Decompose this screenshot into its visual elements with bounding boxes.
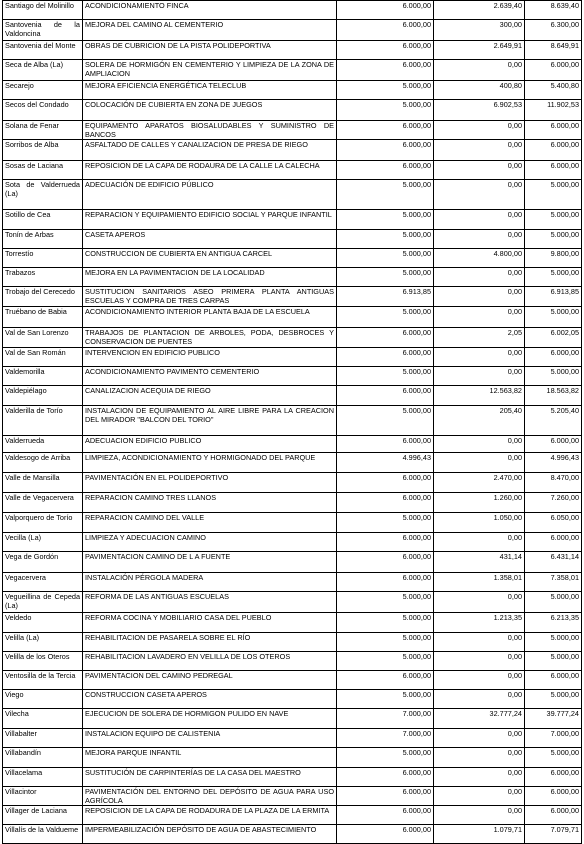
- total-amount-cell: 7.260,00: [525, 493, 582, 513]
- subsidy-amount-cell: 5.000,00: [337, 180, 434, 210]
- table-row: [3, 367, 582, 386]
- subsidy-amount-cell: 4.996,43: [337, 453, 434, 473]
- total-amount-cell: 6.000,00: [525, 161, 582, 180]
- municipal-contribution-cell: 2.649,91: [434, 41, 525, 60]
- project-description-cell: CANALIZACION ACEQUIA DE RIEGO: [83, 386, 337, 406]
- project-description-cell: LIMPIEZA Y ADECUACION CAMINO: [83, 533, 337, 552]
- project-description-cell: COLOCACIÓN DE CUBIERTA EN ZONA DE JUEGOS: [83, 100, 337, 121]
- total-amount-cell: 6.000,00: [525, 671, 582, 690]
- municipal-contribution-cell: 400,80: [434, 81, 525, 100]
- project-description-cell: REFORMA COCINA Y MOBILIARIO CASA DEL PUEBLO: [83, 613, 337, 633]
- subsidy-amount-cell: 6.000,00: [337, 573, 434, 592]
- locality-cell: Seca de Alba (La): [3, 60, 83, 81]
- municipal-contribution-cell: 0,00: [434, 60, 525, 81]
- project-description-cell: PAVIMENTACION CAMINO DE L A FUENTE: [83, 552, 337, 573]
- subsidy-amount-cell: 5.000,00: [337, 210, 434, 230]
- table-row: [3, 613, 582, 633]
- project-description-cell: REPARACION CAMINO TRES LLANOS: [83, 493, 337, 513]
- table-row: [3, 690, 582, 709]
- project-description-cell: TRABAJOS DE PLANTACION DE ARBOLES, PODA, DESBROCES Y CONSERVACION DE PUENTES: [83, 328, 337, 348]
- municipal-contribution-cell: 0,00: [434, 592, 525, 613]
- locality-cell: Valle de Mansilla: [3, 473, 83, 493]
- municipal-contribution-cell: 205,40: [434, 406, 525, 436]
- total-amount-cell: 5.000,00: [525, 592, 582, 613]
- project-description-cell: ASFALTADO DE CALLES Y CANALIZACION DE PRESA DE RIEGO: [83, 140, 337, 161]
- table-body: [3, 1, 582, 844]
- subsidy-amount-cell: 6.000,00: [337, 386, 434, 406]
- locality-cell: Secarejo: [3, 81, 83, 100]
- project-description-cell: ADECUACION EDIFICIO PUBLICO: [83, 436, 337, 453]
- subsidy-amount-cell: 5.000,00: [337, 613, 434, 633]
- table-row: [3, 348, 582, 367]
- locality-cell: Val de San Lorenzo: [3, 328, 83, 348]
- total-amount-cell: 4.996,43: [525, 453, 582, 473]
- subsidy-amount-cell: 7.000,00: [337, 709, 434, 729]
- locality-cell: Villacelama: [3, 768, 83, 787]
- project-description-cell: SUSTITUCIÓN DE CARPINTERÍAS DE LA CASA DEL MAESTRO: [83, 768, 337, 787]
- table-row: [3, 100, 582, 121]
- project-description-cell: REFORMA DE LAS ANTIGUAS ESCUELAS: [83, 592, 337, 613]
- project-description-cell: INTERVENCION EN EDIFICIO PUBLICO: [83, 348, 337, 367]
- subsidy-amount-cell: 5.000,00: [337, 249, 434, 268]
- locality-cell: Velilla (La): [3, 633, 83, 652]
- total-amount-cell: 6.300,00: [525, 20, 582, 41]
- subsidy-amount-cell: 6.913,85: [337, 287, 434, 307]
- total-amount-cell: 8.470,00: [525, 473, 582, 493]
- subsidy-amount-cell: 5.000,00: [337, 367, 434, 386]
- municipal-contribution-cell: 0,00: [434, 230, 525, 249]
- locality-cell: Sosas de Laciana: [3, 161, 83, 180]
- locality-cell: Vega de Gordón: [3, 552, 83, 573]
- municipal-contribution-cell: 2.470,00: [434, 473, 525, 493]
- table-row: [3, 406, 582, 436]
- subsidy-amount-cell: 5.000,00: [337, 633, 434, 652]
- subsidy-amount-cell: 5.000,00: [337, 690, 434, 709]
- municipal-contribution-cell: 0,00: [434, 307, 525, 328]
- table-row: [3, 81, 582, 100]
- total-amount-cell: 7.000,00: [525, 729, 582, 748]
- table-row: [3, 768, 582, 787]
- locality-cell: Sotillo de Cea: [3, 210, 83, 230]
- municipal-contribution-cell: 0,00: [434, 633, 525, 652]
- table-row: [3, 1, 582, 20]
- locality-cell: Secos del Condado: [3, 100, 83, 121]
- locality-cell: Santovenia del Monte: [3, 41, 83, 60]
- municipal-contribution-cell: 1.079,71: [434, 825, 525, 844]
- municipal-contribution-cell: 300,00: [434, 20, 525, 41]
- subsidy-amount-cell: 6.000,00: [337, 787, 434, 806]
- locality-cell: Ventosilla de la Tercia: [3, 671, 83, 690]
- table-row: [3, 748, 582, 768]
- locality-cell: Viego: [3, 690, 83, 709]
- locality-cell: Val de San Román: [3, 348, 83, 367]
- subsidy-amount-cell: 6.000,00: [337, 140, 434, 161]
- municipal-contribution-cell: 2.639,40: [434, 1, 525, 20]
- total-amount-cell: 39.777,24: [525, 709, 582, 729]
- locality-cell: Vecilla (La): [3, 533, 83, 552]
- total-amount-cell: 5.000,00: [525, 652, 582, 671]
- table-row: [3, 230, 582, 249]
- subsidy-amount-cell: 6.000,00: [337, 552, 434, 573]
- project-description-cell: CASETA APEROS: [83, 230, 337, 249]
- municipal-contribution-cell: 0,00: [434, 729, 525, 748]
- locality-cell: Santovenia de la Valdoncina: [3, 20, 83, 41]
- municipal-contribution-cell: 0,00: [434, 436, 525, 453]
- locality-cell: Vegacervera: [3, 573, 83, 592]
- locality-cell: Villabandín: [3, 748, 83, 768]
- total-amount-cell: 6.000,00: [525, 140, 582, 161]
- subsidy-amount-cell: 5.000,00: [337, 652, 434, 671]
- subsidy-amount-cell: 6.000,00: [337, 671, 434, 690]
- locality-cell: Valle de Vegacervera: [3, 493, 83, 513]
- subsidy-amount-cell: 5.000,00: [337, 81, 434, 100]
- locality-cell: Trabazos: [3, 268, 83, 287]
- total-amount-cell: 9.800,00: [525, 249, 582, 268]
- total-amount-cell: 5.000,00: [525, 748, 582, 768]
- municipal-contribution-cell: 12.563,82: [434, 386, 525, 406]
- locality-cell: Villacintor: [3, 787, 83, 806]
- project-description-cell: PAVIMENTACIÓN DEL ENTORNO DEL DEPÓSITO DE AGUA PARA USO AGRÍCOLA: [83, 787, 337, 806]
- project-description-cell: MEJORA DEL CAMINO AL CEMENTERIO: [83, 20, 337, 41]
- table-row: [3, 825, 582, 844]
- project-description-cell: LIMPIEZA, ACONDICIONAMIENTO Y HORMIGONADO DEL PARQUE: [83, 453, 337, 473]
- locality-cell: Villabalter: [3, 729, 83, 748]
- subsidy-amount-cell: 5.000,00: [337, 406, 434, 436]
- project-description-cell: ADECUACIÓN DE EDIFICIO PÚBLICO: [83, 180, 337, 210]
- subsidy-amount-cell: 5.000,00: [337, 307, 434, 328]
- municipal-contribution-cell: 431,14: [434, 552, 525, 573]
- subsidy-amount-cell: 5.000,00: [337, 268, 434, 287]
- total-amount-cell: 7.358,01: [525, 573, 582, 592]
- project-description-cell: MEJORA EN LA PAVIMENTACION DE LA LOCALIDAD: [83, 268, 337, 287]
- project-description-cell: EQUIPAMENTO APARATOS BIOSALUDABLES Y SUMINISTRO DE BANCOS: [83, 121, 337, 140]
- subsidy-amount-cell: 6.000,00: [337, 768, 434, 787]
- project-description-cell: REHABILITACION LAVADERO EN VELILLA DE LOS OTEROS: [83, 652, 337, 671]
- table-row: [3, 573, 582, 592]
- subsidy-amount-cell: 6.000,00: [337, 348, 434, 367]
- locality-cell: Truébano de Babia: [3, 307, 83, 328]
- total-amount-cell: 5.400,80: [525, 81, 582, 100]
- project-description-cell: INSTALACIÓN PÉRGOLA MADERA: [83, 573, 337, 592]
- table-row: [3, 210, 582, 230]
- total-amount-cell: 6.000,00: [525, 60, 582, 81]
- table-row: [3, 592, 582, 613]
- locality-cell: Valporquero de Torío: [3, 513, 83, 533]
- total-amount-cell: 6.431,14: [525, 552, 582, 573]
- locality-cell: Valderrueda: [3, 436, 83, 453]
- municipal-contribution-cell: 0,00: [434, 652, 525, 671]
- locality-cell: Valdepiélago: [3, 386, 83, 406]
- municipal-contribution-cell: 0,00: [434, 533, 525, 552]
- total-amount-cell: 5.000,00: [525, 268, 582, 287]
- locality-cell: Sota de Valderrueda (La): [3, 180, 83, 210]
- municipal-contribution-cell: 0,00: [434, 671, 525, 690]
- municipal-contribution-cell: 0,00: [434, 367, 525, 386]
- table-row: [3, 328, 582, 348]
- table-row: [3, 60, 582, 81]
- municipal-contribution-cell: 6.902,53: [434, 100, 525, 121]
- table-row: [3, 633, 582, 652]
- project-description-cell: REPOSICION DE LA CAPA DE RODAURA DE LA CALLE LA CALECHA: [83, 161, 337, 180]
- total-amount-cell: 7.079,71: [525, 825, 582, 844]
- project-description-cell: REHABILITACION DE PASARELA SOBRE EL RÍO: [83, 633, 337, 652]
- locality-cell: Torrestío: [3, 249, 83, 268]
- subsidy-amount-cell: 6.000,00: [337, 20, 434, 41]
- table-row: [3, 787, 582, 806]
- table-row: [3, 20, 582, 41]
- table-row: [3, 453, 582, 473]
- municipal-contribution-cell: 0,00: [434, 287, 525, 307]
- total-amount-cell: 6.002,05: [525, 328, 582, 348]
- subsidy-amount-cell: 6.000,00: [337, 328, 434, 348]
- project-description-cell: INSTALACION DE EQUIPAMIENTO AL AIRE LIBRE PARA LA CREACION DEL MIRADOR "BALCON DEL TORIO": [83, 406, 337, 436]
- municipal-contribution-cell: 0,00: [434, 268, 525, 287]
- subsidy-amount-cell: 5.000,00: [337, 100, 434, 121]
- subsidy-amount-cell: 5.000,00: [337, 748, 434, 768]
- locality-cell: Sorribos de Alba: [3, 140, 83, 161]
- municipal-contribution-cell: 4.800,00: [434, 249, 525, 268]
- total-amount-cell: 6.000,00: [525, 436, 582, 453]
- total-amount-cell: 6.913,85: [525, 287, 582, 307]
- municipal-contribution-cell: 32.777,24: [434, 709, 525, 729]
- locality-cell: Valdesogo de Arriba: [3, 453, 83, 473]
- subsidy-amount-cell: 6.000,00: [337, 41, 434, 60]
- subsidy-amount-cell: 6.000,00: [337, 60, 434, 81]
- municipal-contribution-cell: 2,05: [434, 328, 525, 348]
- project-description-cell: EJECUCION DE SOLERA DE HORMIGON PULIDO EN NAVE: [83, 709, 337, 729]
- project-description-cell: PAVIMENTACION DEL CAMINO PEDREGAL: [83, 671, 337, 690]
- table-row: [3, 671, 582, 690]
- total-amount-cell: 18.563,82: [525, 386, 582, 406]
- table-row: [3, 249, 582, 268]
- subsidy-amount-cell: 7.000,00: [337, 729, 434, 748]
- table-row: [3, 436, 582, 453]
- municipal-contribution-cell: 0,00: [434, 453, 525, 473]
- project-description-cell: REPARACION Y EQUIPAMIENTO EDIFICIO SOCIAL Y PARQUE INFANTIL: [83, 210, 337, 230]
- municipal-contribution-cell: 1.260,00: [434, 493, 525, 513]
- locality-cell: Velilla de los Oteros: [3, 652, 83, 671]
- project-description-cell: REPARACION CAMINO DEL VALLE: [83, 513, 337, 533]
- table-row: [3, 806, 582, 825]
- locality-cell: Santiago del Molinillo: [3, 1, 83, 20]
- municipal-contribution-cell: 0,00: [434, 210, 525, 230]
- project-description-cell: ACONDICIONAMIENTO INTERIOR PLANTA BAJA DE LA ESCUELA: [83, 307, 337, 328]
- project-description-cell: MEJORA PARQUE INFANTIL: [83, 748, 337, 768]
- municipal-contribution-cell: 1.358,01: [434, 573, 525, 592]
- municipal-contribution-cell: 0,00: [434, 140, 525, 161]
- subsidy-amount-cell: 6.000,00: [337, 161, 434, 180]
- total-amount-cell: 6.000,00: [525, 768, 582, 787]
- subsidy-amount-cell: 6.000,00: [337, 806, 434, 825]
- table-row: [3, 180, 582, 210]
- table-row: [3, 493, 582, 513]
- municipal-contribution-cell: 0,00: [434, 161, 525, 180]
- table-row: [3, 121, 582, 140]
- locality-cell: Valderilla de Torío: [3, 406, 83, 436]
- project-description-cell: INSTALACION EQUIPO DE CALISTENIA: [83, 729, 337, 748]
- municipal-contribution-cell: 0,00: [434, 768, 525, 787]
- project-description-cell: IMPERMEABILIZACIÓN DEPÓSITO DE AGUA DE ABASTECIMIENTO: [83, 825, 337, 844]
- total-amount-cell: 6.000,00: [525, 533, 582, 552]
- total-amount-cell: 11.902,53: [525, 100, 582, 121]
- table-row: [3, 386, 582, 406]
- table-row: [3, 140, 582, 161]
- total-amount-cell: 5.000,00: [525, 210, 582, 230]
- total-amount-cell: 5.205,40: [525, 406, 582, 436]
- table-row: [3, 729, 582, 748]
- project-description-cell: MEJORA EFICIENCIA ENERGÉTICA TELECLUB: [83, 81, 337, 100]
- locality-cell: Trobajo del Cerecedo: [3, 287, 83, 307]
- locality-cell: Villager de Laciana: [3, 806, 83, 825]
- table-row: [3, 652, 582, 671]
- project-description-cell: SOLERA DE HORMIGÓN EN CEMENTERIO Y LIMPIEZA DE LA ZONA DE AMPLIACION: [83, 60, 337, 81]
- locality-cell: Vegueillina de Cepeda (La): [3, 592, 83, 613]
- municipal-contribution-cell: 0,00: [434, 180, 525, 210]
- municipal-contribution-cell: 0,00: [434, 690, 525, 709]
- total-amount-cell: 6.000,00: [525, 806, 582, 825]
- subsidy-amount-cell: 6.000,00: [337, 533, 434, 552]
- total-amount-cell: 5.000,00: [525, 230, 582, 249]
- locality-cell: Valdemorilla: [3, 367, 83, 386]
- subsidy-amount-cell: 6.000,00: [337, 436, 434, 453]
- total-amount-cell: 6.000,00: [525, 121, 582, 140]
- total-amount-cell: 5.000,00: [525, 690, 582, 709]
- project-description-cell: ACONDICIONAMIENTO PAVIMENTO CEMENTERIO: [83, 367, 337, 386]
- total-amount-cell: 5.000,00: [525, 633, 582, 652]
- project-description-cell: CONSTRUCCION CASETA APEROS: [83, 690, 337, 709]
- municipal-contribution-cell: 0,00: [434, 121, 525, 140]
- subsidy-amount-cell: 6.000,00: [337, 473, 434, 493]
- locality-cell: Veldedo: [3, 613, 83, 633]
- municipal-contribution-cell: 0,00: [434, 787, 525, 806]
- subsidy-amount-cell: 5.000,00: [337, 513, 434, 533]
- table-row: [3, 513, 582, 533]
- project-description-cell: SUSTITUCION SANITARIOS ASEO PRIMERA PLANTA ANTIGUAS ESCUELAS Y COMPRA DE TRES CARPAS: [83, 287, 337, 307]
- total-amount-cell: 6.050,00: [525, 513, 582, 533]
- total-amount-cell: 8.649,91: [525, 41, 582, 60]
- subsidy-amount-cell: 6.000,00: [337, 121, 434, 140]
- municipal-contribution-cell: 0,00: [434, 348, 525, 367]
- table-row: [3, 287, 582, 307]
- table-row: [3, 473, 582, 493]
- table-row: [3, 709, 582, 729]
- table-row: [3, 533, 582, 552]
- subsidy-amount-cell: 5.000,00: [337, 230, 434, 249]
- locality-cell: Tonín de Arbas: [3, 230, 83, 249]
- project-description-cell: REPOSICION DE LA CAPA DE RODADURA DE LA PLAZA DE LA ERMITA: [83, 806, 337, 825]
- municipal-contribution-cell: 1.213,35: [434, 613, 525, 633]
- municipal-contribution-cell: 0,00: [434, 806, 525, 825]
- grants-table: [2, 0, 582, 844]
- total-amount-cell: 6.000,00: [525, 787, 582, 806]
- subsidy-amount-cell: 6.000,00: [337, 493, 434, 513]
- total-amount-cell: 5.000,00: [525, 180, 582, 210]
- project-description-cell: OBRAS DE CUBRICION DE LA PISTA POLIDEPORTIVA: [83, 41, 337, 60]
- project-description-cell: PAVIMENTACIÓN EN EL POLIDEPORTIVO: [83, 473, 337, 493]
- subsidy-amount-cell: 6.000,00: [337, 825, 434, 844]
- table-row: [3, 161, 582, 180]
- project-description-cell: CONSTRUCCION DE CUBIERTA EN ANTIGUA CARCEL: [83, 249, 337, 268]
- total-amount-cell: 5.000,00: [525, 367, 582, 386]
- table-row: [3, 552, 582, 573]
- municipal-contribution-cell: 0,00: [434, 748, 525, 768]
- table-row: [3, 41, 582, 60]
- total-amount-cell: 6.213,35: [525, 613, 582, 633]
- total-amount-cell: 6.000,00: [525, 348, 582, 367]
- locality-cell: Solana de Fenar: [3, 121, 83, 140]
- total-amount-cell: 5.000,00: [525, 307, 582, 328]
- subsidy-amount-cell: 5.000,00: [337, 592, 434, 613]
- subsidy-amount-cell: 6.000,00: [337, 1, 434, 20]
- table-row: [3, 307, 582, 328]
- locality-cell: Vilecha: [3, 709, 83, 729]
- project-description-cell: ACONDICIONAMIENTO FINCA: [83, 1, 337, 20]
- table-row: [3, 268, 582, 287]
- total-amount-cell: 8.639,40: [525, 1, 582, 20]
- municipal-contribution-cell: 1.050,00: [434, 513, 525, 533]
- locality-cell: Villalís de la Valdueme: [3, 825, 83, 844]
